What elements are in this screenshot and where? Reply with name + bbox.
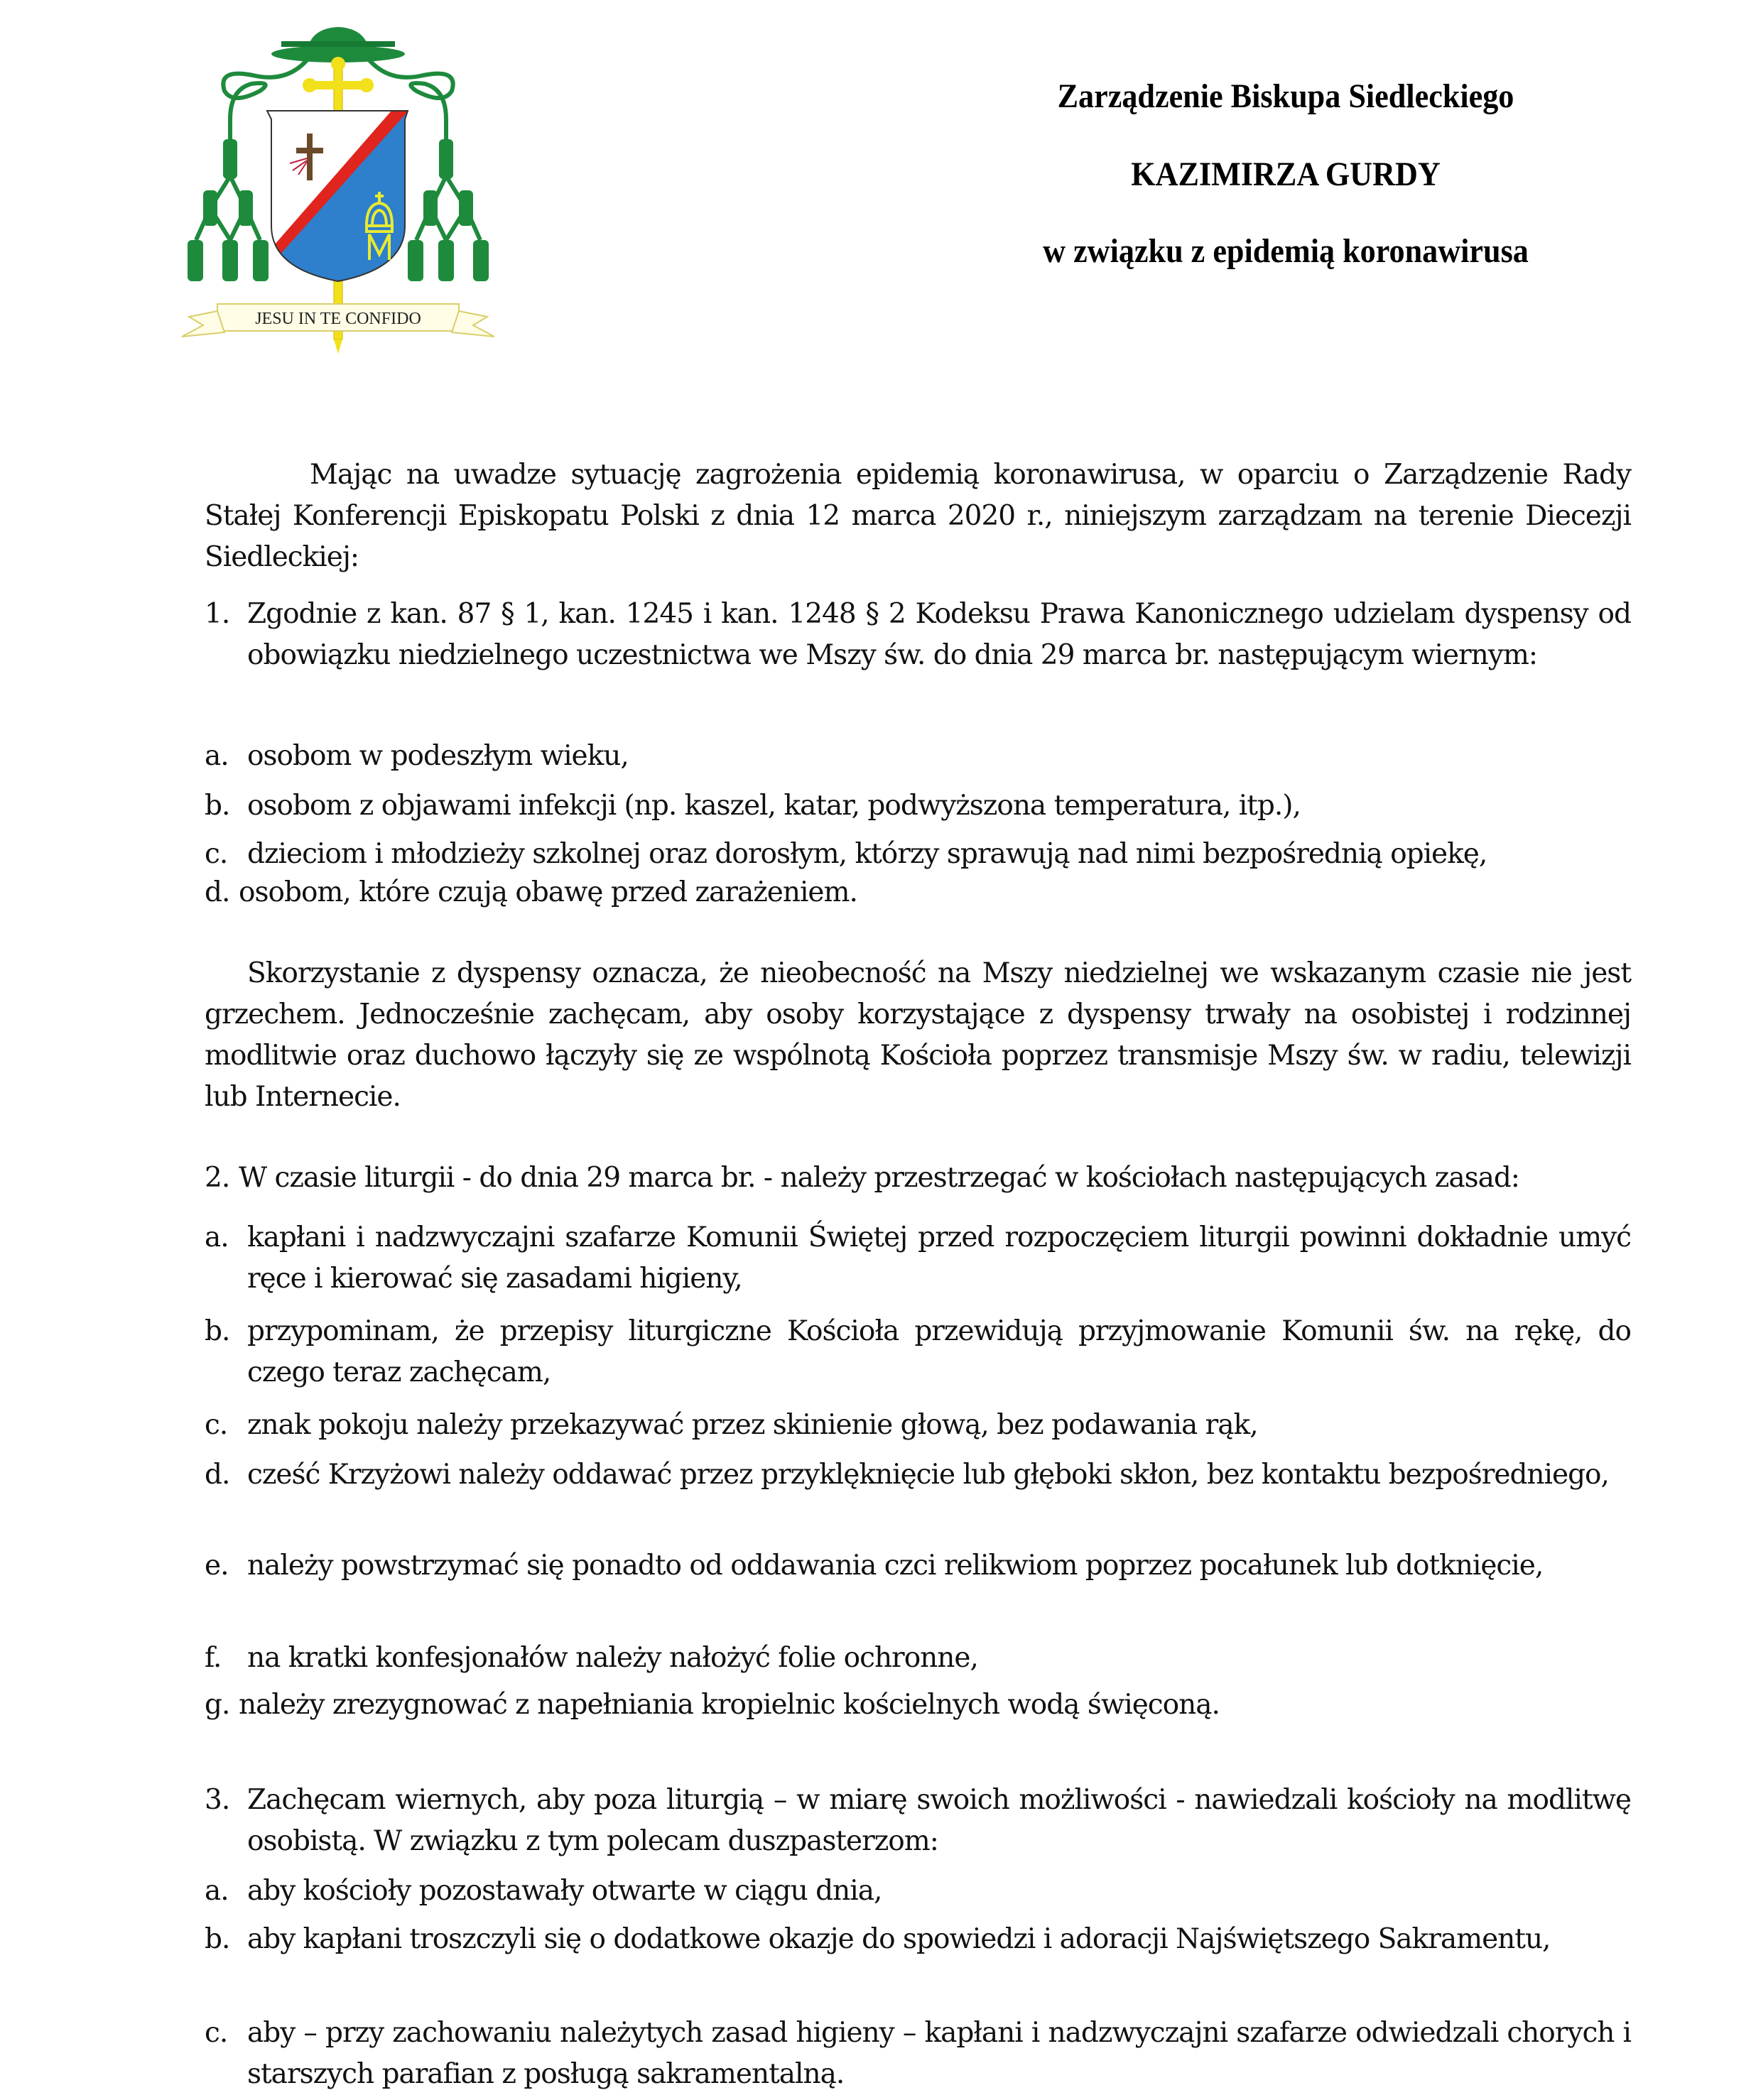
list-marker: e.: [205, 1550, 229, 1582]
section-text: W czasie liturgii - do dnia 29 marca br. - należy przestrzegać w kościołach następujących zasad:: [239, 1162, 1519, 1194]
list-text: osobom, które czują obawę przed zarażeniem.: [239, 876, 857, 908]
crest-motto: JESU IN TE CONFIDO: [255, 310, 421, 328]
list-item: [205, 1685, 1631, 1726]
list-text: przypominam, że przepisy liturgiczne Kościoła przewidują przyjmowanie Komunii św. na rękę, do czego teraz zachęcam,: [247, 1315, 1631, 1388]
list-item: [205, 736, 1631, 777]
list-marker: b.: [205, 1315, 230, 1347]
title-line-1: Zarządzenie Biskupa Siedleckiego: [1057, 77, 1514, 115]
list-marker: c.: [205, 2017, 228, 2049]
list-marker: f.: [205, 1642, 222, 1674]
list-item: [205, 1217, 1631, 1300]
list-item: [205, 1638, 1631, 1679]
list-text: aby – przy zachowaniu należytych zasad higieny – kapłani i nadzwyczajni szafarze odwiedzali chorych i starszych parafian z posługą sakramentalną.: [247, 2017, 1631, 2090]
list-item: [205, 1545, 1631, 1587]
list-item: [205, 1454, 1631, 1496]
list-marker: a.: [205, 1222, 229, 1253]
list-marker: d.: [205, 1459, 230, 1491]
list-text: na kratki konfesjonałów należy nałożyć folie ochronne,: [247, 1642, 978, 1674]
list-text: aby kościoły pozostawały otwarte w ciągu dnia,: [247, 1875, 882, 1907]
list-item: [205, 1311, 1631, 1393]
section-3: [205, 1780, 1631, 1862]
list-item: [205, 872, 1631, 913]
list-marker: g.: [205, 1689, 230, 1721]
list-text: osobom w podeszłym wieku,: [247, 740, 629, 772]
section-2: [205, 1158, 1631, 1199]
list-marker: c.: [205, 1409, 228, 1441]
list-text: należy zrezygnować z napełniania kropielnic kościelnych wodą święconą.: [239, 1689, 1220, 1721]
dispensation-note: Skorzystanie z dyspensy oznacza, że nieobecność na Mszy niedzielnej we wskazanym czasie nie jest grzechem. Jednocześnie zachęcam, aby osoby korzystające z dyspensy trwały na osobistej i rodzinnej modlitwie oraz duchowo łączyły się ze wspólnotą Kościoła poprzez transmisje Mszy św. w radiu, telewizji lub Internecie.: [205, 957, 1631, 1113]
list-marker: d.: [205, 876, 230, 908]
title-line-3: w związku z epidemią koronawirusa: [1043, 232, 1529, 270]
section-text: Zachęcam wiernych, aby poza liturgią – w miarę swoich możliwości - nawiedzali kościoły na modlitwę osobistą. W związku z tym polecam duszpasterzom:: [247, 1784, 1631, 1857]
list-text: należy powstrzymać się ponadto od oddawania czci relikwiom poprzez pocałunek lub dotknięcie,: [247, 1550, 1544, 1582]
list-text: znak pokoju należy przekazywać przez skinienie głową, bez podawania rąk,: [247, 1409, 1258, 1441]
list-text: aby kapłani troszczyli się o dodatkowe okazje do spowiedzi i adoracji Najświętszego Sakramentu,: [247, 1923, 1551, 1955]
section-text: Zgodnie z kan. 87 § 1, kan. 1245 i kan. 1248 § 2 Kodeksu Prawa Kanonicznego udzielam dyspensy od obowiązku niedzielnego uczestnictwa we Mszy św. do dnia 29 marca br. następującym wiernym:: [247, 598, 1631, 671]
intro-paragraph: Mając na uwadze sytuację zagrożenia epidemią koronawirusa, w oparciu o Zarządzenie Rady Stałej Konferencji Episkopatu Polski z dnia 12 marca 2020 r., niniejszym zarządzam na terenie Diecezji Siedleckiej:: [205, 459, 1631, 573]
list-marker: b.: [205, 790, 230, 822]
list-text: dzieciom i młodzieży szkolnej oraz dorosłym, którzy sprawują nad nimi bezpośrednią opiekę,: [247, 838, 1487, 870]
list-item: [205, 2013, 1631, 2095]
list-item: [205, 785, 1631, 827]
section-marker: 3.: [205, 1784, 230, 1816]
list-marker: b.: [205, 1923, 230, 1955]
section-1: [205, 594, 1631, 676]
list-marker: a.: [205, 1875, 229, 1907]
list-item: [205, 1405, 1631, 1446]
list-text: osobom z objawami infekcji (np. kaszel, katar, podwyższona temperatura, itp.),: [247, 790, 1301, 822]
list-text: kapłani i nadzwyczajni szafarze Komunii Świętej przed rozpoczęciem liturgii powinni dokładnie umyć ręce i kierować się zasadami higieny,: [247, 1222, 1631, 1295]
title-line-2: KAZIMIRZA GURDY: [1131, 156, 1441, 193]
section-marker: 1.: [205, 598, 230, 630]
section-marker: 2.: [205, 1162, 230, 1194]
list-item: [205, 1871, 1631, 1912]
coat-of-arms-icon: [168, 13, 509, 358]
list-item: [205, 834, 1631, 875]
list-marker: c.: [205, 838, 228, 870]
list-marker: a.: [205, 740, 229, 772]
list-item: [205, 1919, 1631, 1960]
list-text: cześć Krzyżowi należy oddawać przez przyklęknięcie lub głęboki skłon, bez kontaktu bezpośredniego,: [247, 1459, 1609, 1491]
